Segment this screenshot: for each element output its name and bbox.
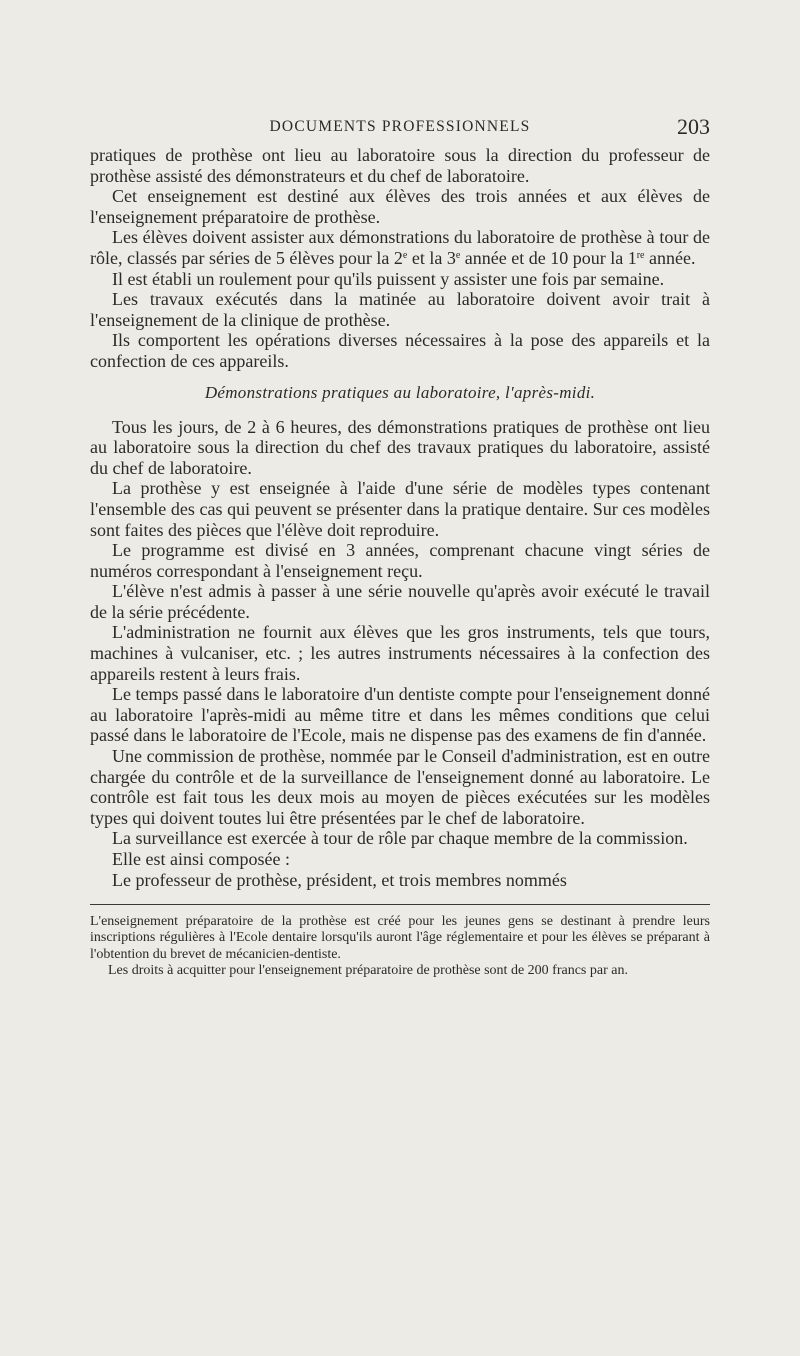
paragraph: La surveillance est exercée à tour de rôle par chaque membre de la commission.	[112, 828, 688, 849]
paragraph: pratiques de prothèse ont lieu au laboratoire sous la direction du professeur de prothèse assisté des démonstrateurs et du chef de laboratoire.	[90, 145, 710, 186]
footnote-divider	[90, 904, 710, 905]
footnotes	[90, 914, 710, 979]
paragraph: Ils comportent les opérations diverses nécessaires à la pose des appareils et la confection de ces appareils.	[90, 330, 710, 371]
paragraph: Une commission de prothèse, nommée par le Conseil d'administration, est en outre chargée du contrôle et de la surveillance de l'enseignement donné au laboratoire. Le contrôle est fait tous les deux mois au moyen de pièces exécutées sur les modèles types qui doivent toutes lui être présentées par le chef de laboratoire.	[90, 746, 710, 828]
paragraph: L'administration ne fournit aux élèves que les gros instruments, tels que tours, machines à vulcaniser, etc. ; les autres instruments nécessaires à la confection des appareils restent à leurs frais.	[90, 622, 710, 684]
paragraph: Il est établi un roulement pour qu'ils puissent y assister une fois par semaine.	[112, 268, 665, 289]
paragraph: Les travaux exécutés dans la matinée au laboratoire doivent avoir trait à l'enseignement de la clinique de prothèse.	[90, 289, 710, 330]
paragraph: Le programme est divisé en 3 années, comprenant chacune vingt séries de numéros correspondant à l'enseignement reçu.	[90, 540, 710, 581]
paragraph: La prothèse y est enseignée à l'aide d'une série de modèles types contenant l'ensemble des cas qui peuvent se présenter dans la pratique dentaire. Sur ces modèles sont faites des pièces que l'élève doit reproduire.	[90, 478, 710, 540]
paragraph: L'élève n'est admis à passer à une série nouvelle qu'après avoir exécuté le travail de la série précédente.	[90, 581, 710, 622]
page-number: 203	[677, 114, 710, 139]
running-title: DOCUMENTS PROFESSIONNELS	[269, 118, 531, 135]
paragraph: Tous les jours, de 2 à 6 heures, des démonstrations pratiques de prothèse ont lieu au laboratoire sous la direction du chef des travaux pratiques du laboratoire, assisté du chef de laboratoire.	[90, 416, 710, 478]
paragraph: Le professeur de prothèse, président, et trois membres nommés	[112, 869, 567, 890]
paragraph: Cet enseignement est destiné aux élèves des trois années et aux élèves de l'enseignement préparatoire de prothèse.	[90, 186, 710, 227]
footnote: L'enseignement préparatoire de la prothèse est créé pour les jeunes gens se destinant à prendre leurs inscriptions régulières à l'Ecole dentaire lorsqu'ils auront l'âge réglementaire et pour les élèves se préparant à l'obtention du brevet de mécanicien-dentiste.	[90, 914, 710, 962]
paragraph-with-ordinals: Les élèves doivent assister aux démonstrations du laboratoire de prothèse à tour de rôle, classés par séries de 5 élèves pour la 2e et la 3e année et de 10 pour la 1re année.	[90, 227, 710, 268]
footnote: Les droits à acquitter pour l'enseignement préparatoire de prothèse sont de 200 francs par an.	[108, 962, 628, 978]
page-header	[90, 114, 710, 144]
paragraph: Elle est ainsi composée :	[112, 849, 290, 869]
paragraph: Le temps passé dans le laboratoire d'un dentiste compte pour l'enseignement donné au laboratoire l'après-midi au même titre et dans les mêmes conditions que celui passé dans le laboratoire de l'Ecole, mais ne dispense pas des examens de fin d'année.	[90, 684, 710, 746]
section-title: Démonstrations pratiques au laboratoire, l'après-midi.	[204, 382, 596, 402]
body-text	[90, 145, 710, 890]
